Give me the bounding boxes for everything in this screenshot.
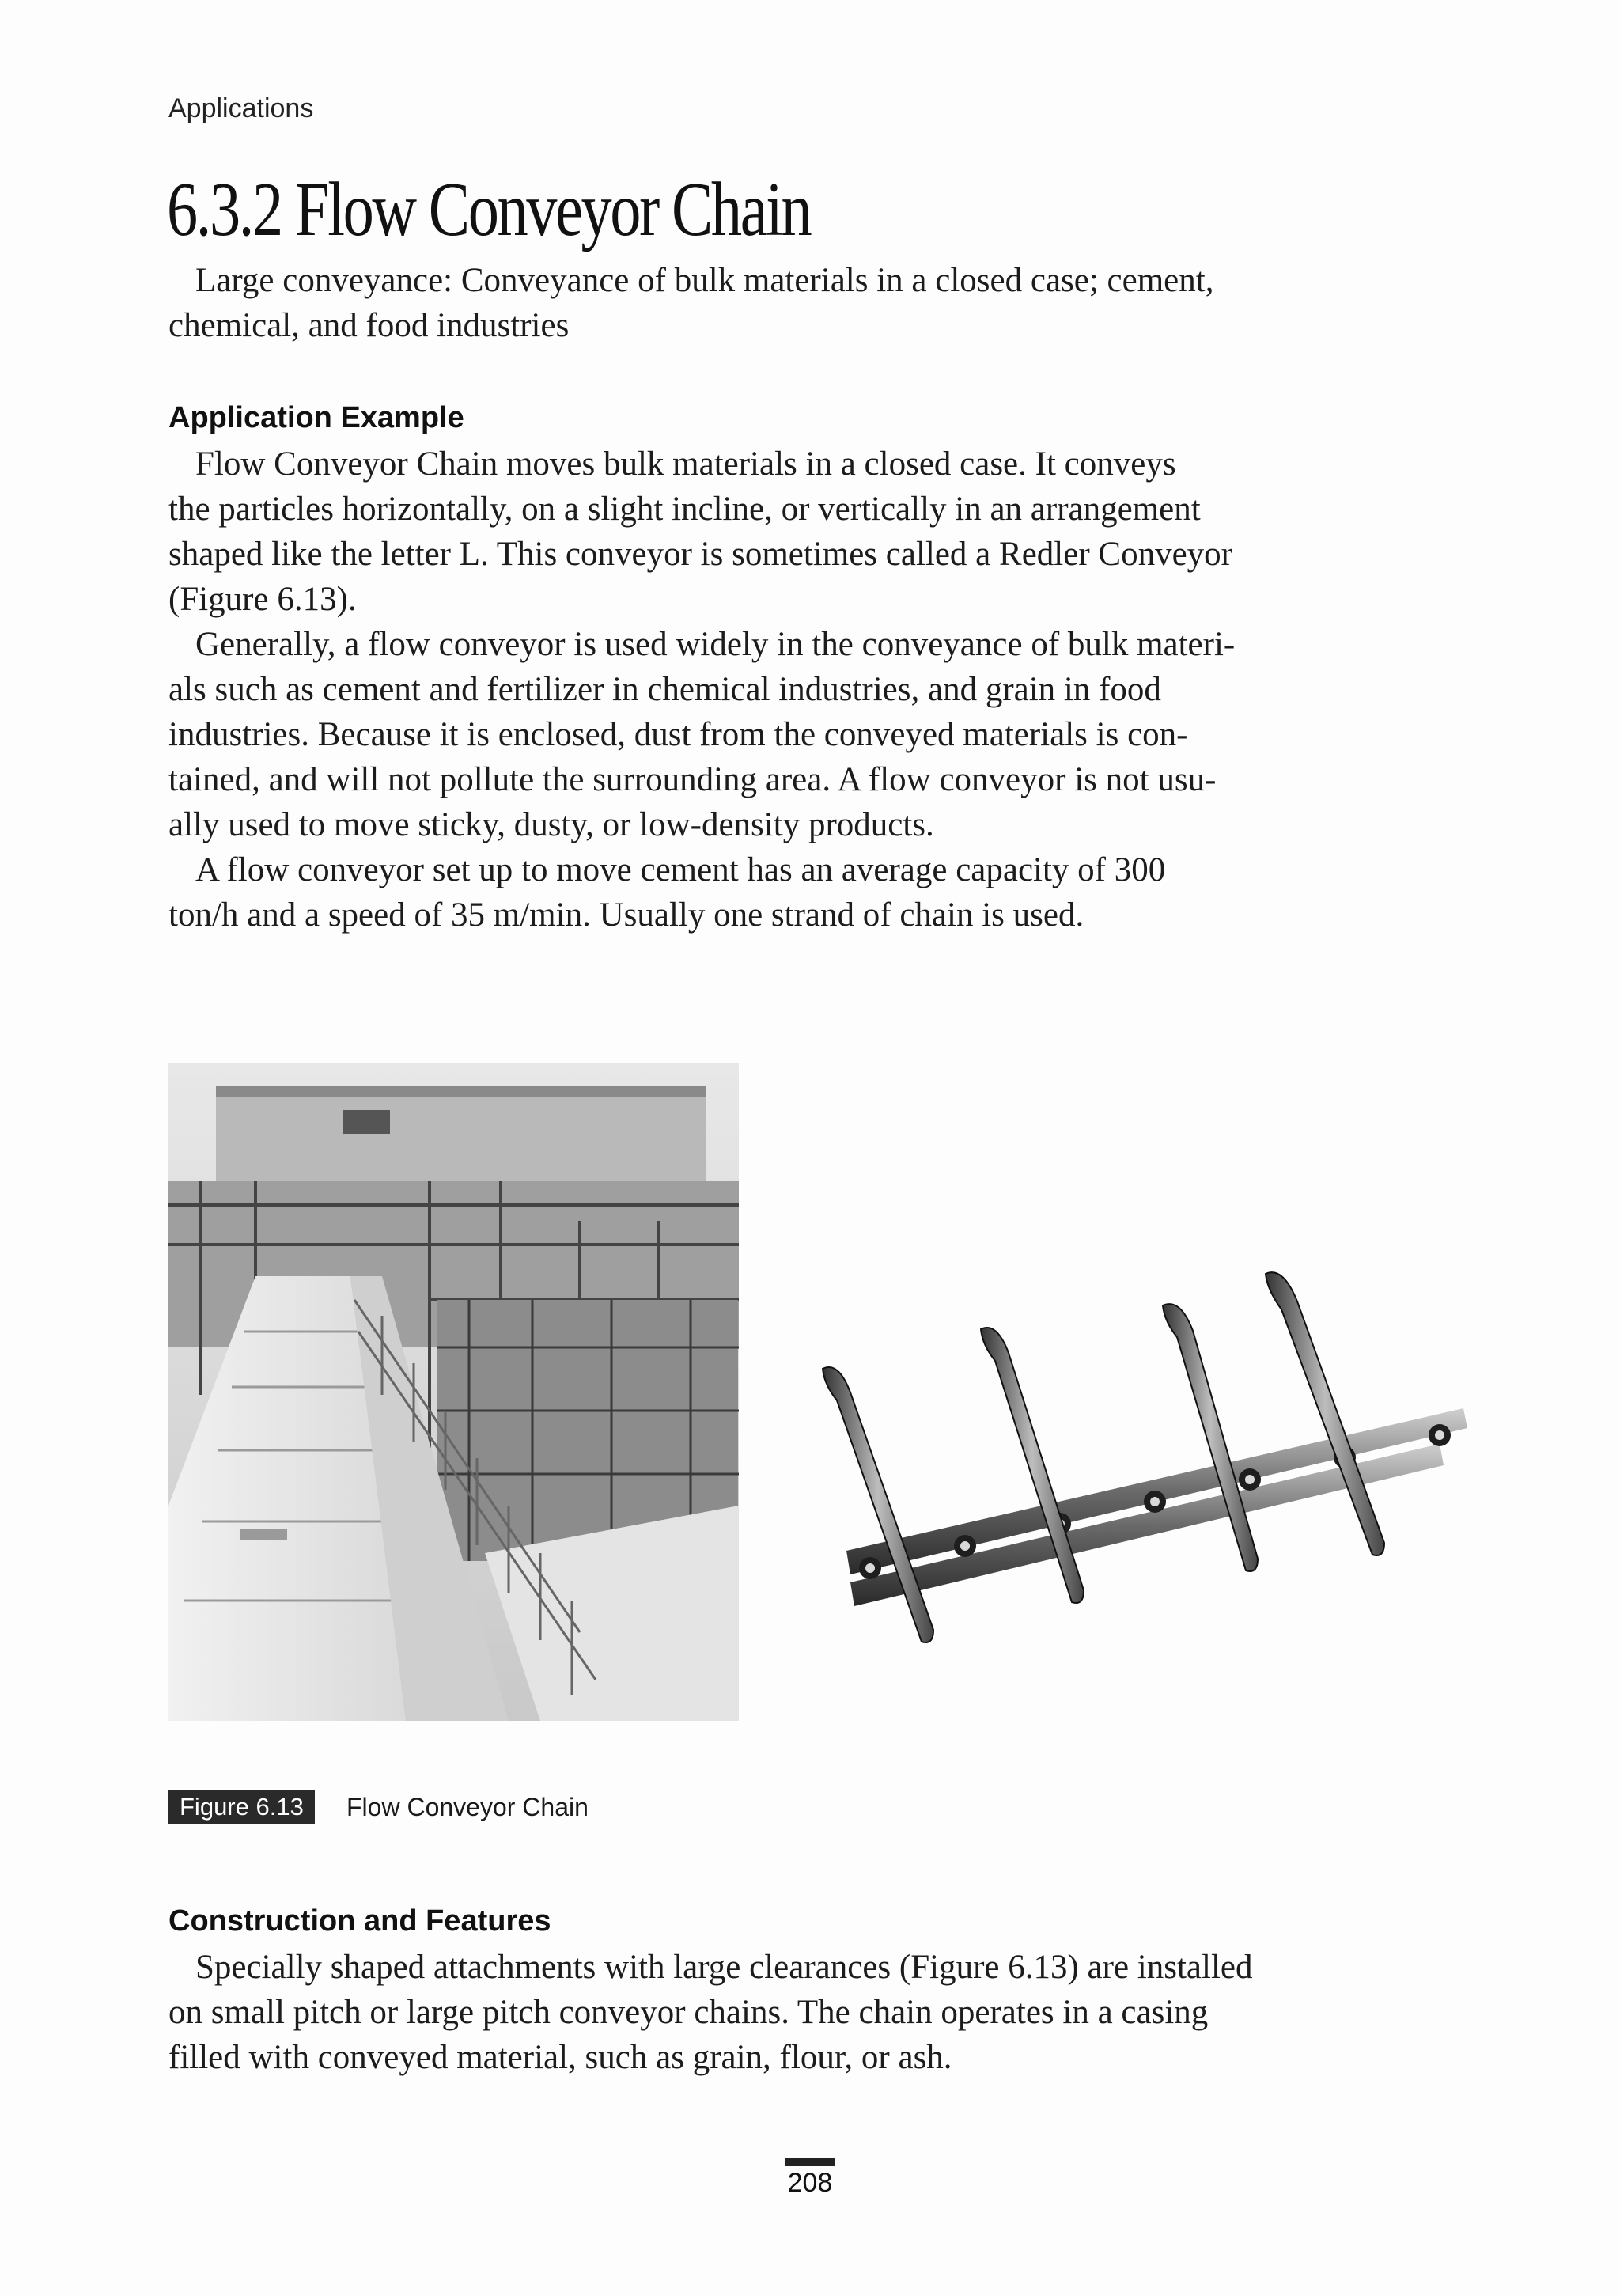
page-number-bar — [785, 2158, 835, 2166]
construction-paragraph-1: Specially shaped attachments with large clearances (Figure 6.13) are installed on small pitch or large pitch conveyor chains. The chain operates in a casing filled with conveyed material, such as grain, flour, or ash. — [168, 1949, 1253, 2076]
application-paragraph-3: A flow conveyor set up to move cement has an average capacity of 300 ton/h and a speed of 35 m/min. Usually one strand of chain is used. — [168, 851, 1166, 934]
running-head: Applications — [168, 93, 314, 123]
application-paragraph-2: Generally, a flow conveyor is used widely in the conveyance of bulk materi- als such as cement and fertilizer in chemical industries, and grain in food industries. Because it is enclosed, dust from the conveyed materials is con- tained, and will not pollute the surrounding area. A flow conveyor is not usu- ally used to move sticky, dusty, or low-density products. — [168, 626, 1236, 843]
intro-paragraph: Large conveyance: Conveyance of bulk materials in a closed case; cement, chemical, and food industries — [168, 262, 1214, 344]
figure-caption: Flow Conveyor Chain — [346, 1793, 589, 1821]
application-example-heading: Application Example — [168, 401, 464, 434]
flow-conveyor-chain-image — [815, 1258, 1479, 1669]
construction-heading: Construction and Features — [168, 1904, 551, 1938]
conveyor-installation-photo — [168, 1063, 739, 1721]
application-paragraph-1: Flow Conveyor Chain moves bulk materials in a closed case. It conveys the particles horizontally, on a slight incline, or vertically in an arrangement shaped like the letter L. This conveyor is sometimes called a Redler Conveyor (Figure 6.13). — [168, 445, 1232, 618]
figure-label: Figure 6.13 — [168, 1790, 315, 1824]
page-number: 208 — [787, 2168, 833, 2198]
section-title: 6.3.2 Flow Conveyor Chain — [167, 167, 811, 252]
